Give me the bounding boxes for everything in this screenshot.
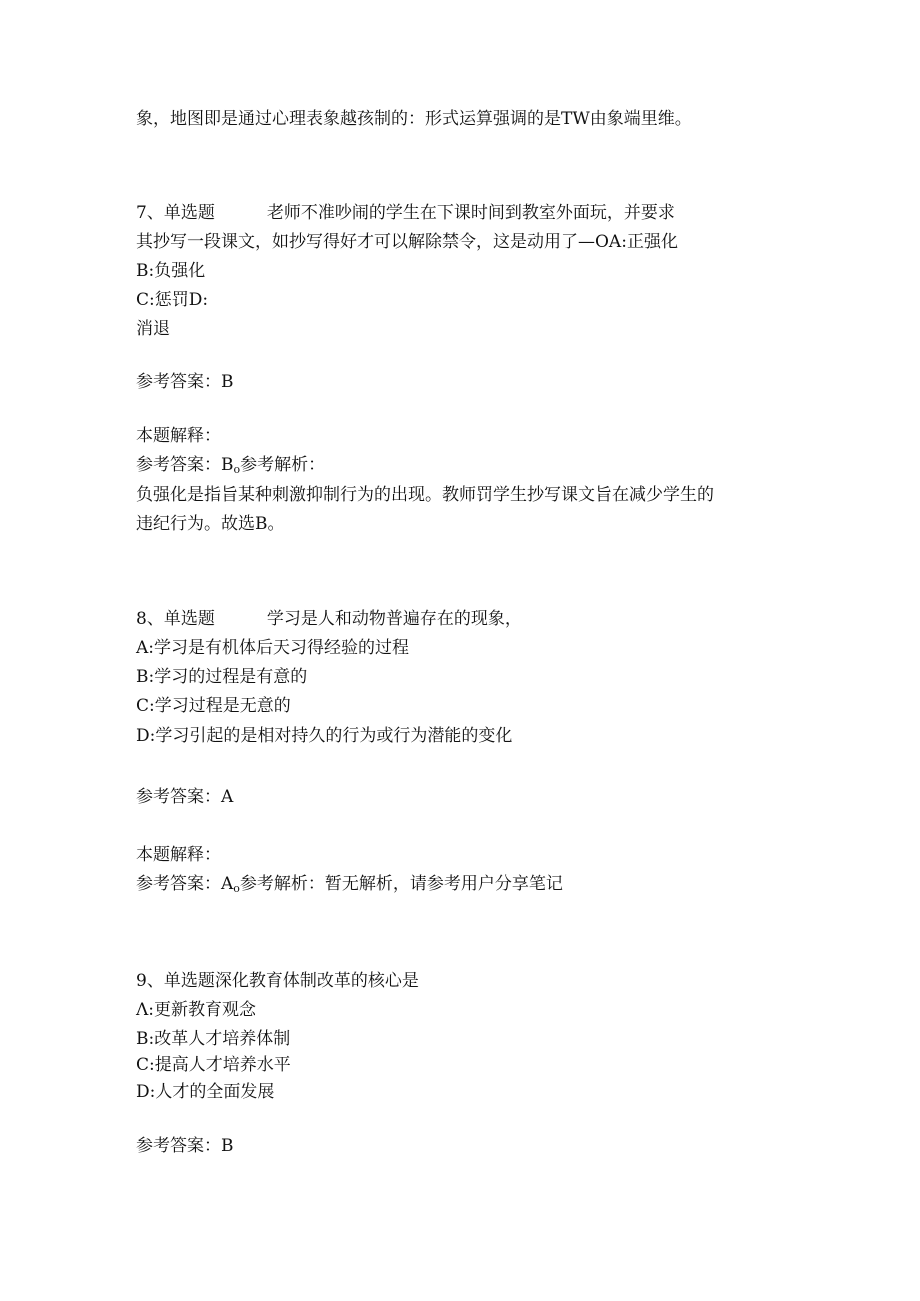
question-7-option-d-text: 消退 bbox=[136, 319, 170, 339]
question-8-option-c: C:学习过程是无意的 bbox=[136, 696, 291, 716]
explain-after: 参考解析： bbox=[240, 455, 326, 475]
explain-prefix: 参考答案： bbox=[136, 455, 221, 475]
answer-value: B bbox=[221, 372, 234, 392]
question-9-option-d: D:人才的全面发展 bbox=[136, 1082, 275, 1102]
question-9-option-b: B:改革人才培养体制 bbox=[136, 1029, 291, 1049]
question-type: 单选题 bbox=[163, 203, 215, 223]
question-stem: 老师不准吵闹的学生在下课时间到教室外面玩，并要求 bbox=[266, 203, 675, 223]
question-8-option-b: B:学习的过程是有意的 bbox=[136, 667, 308, 687]
explain-after: 参考解析：暂无解析，请参考用户分享笔记 bbox=[239, 874, 563, 894]
explain-prefix: 参考答案： bbox=[136, 874, 221, 894]
explain-sub: o bbox=[233, 463, 241, 476]
answer-label: 参考答案： bbox=[136, 1136, 221, 1156]
question-type: 单选题 bbox=[163, 609, 215, 629]
question-8-explain-title: 本题解释： bbox=[136, 845, 221, 865]
question-7-header bbox=[136, 202, 675, 224]
question-number: 9、 bbox=[136, 971, 164, 991]
question-7-explain-line1: 负强化是指旨某种刺激抑制行为的出现。教师罚学生抄写课文旨在减少学生的 bbox=[136, 485, 714, 505]
explain-letter: B bbox=[221, 455, 234, 475]
question-9-header bbox=[136, 970, 419, 992]
question-7-explain-title: 本题解释： bbox=[136, 426, 221, 446]
question-7-stem-line2: 其抄写一段课文，如抄写得好才可以解除禁令，这是动用了—OA:正强化 bbox=[136, 232, 678, 252]
question-9-answer bbox=[136, 1135, 234, 1157]
question-7-explain-answer bbox=[136, 454, 325, 481]
question-8-answer bbox=[136, 786, 233, 808]
question-7-option-b: B:负强化 bbox=[136, 261, 206, 281]
top-text-line: 象，地图即是通过心理表象越孩制的：形式运算强调的是TW由象端里维。 bbox=[136, 109, 692, 129]
question-7-option-cd: C:惩罚D: bbox=[136, 290, 209, 310]
question-9-option-c: C:提高人才培养水平 bbox=[136, 1055, 291, 1075]
question-8-explain-answer bbox=[136, 873, 563, 900]
question-9-option-a: Λ:更新教育观念 bbox=[136, 1000, 257, 1020]
answer-label: 参考答案： bbox=[136, 372, 221, 392]
question-number: 8、 bbox=[136, 609, 164, 629]
answer-value: A bbox=[221, 787, 234, 807]
question-type: 单选题 bbox=[163, 971, 215, 991]
question-stem: 深化教育体制改革的核心是 bbox=[214, 971, 419, 991]
question-7-explain-line2: 违纪行为。故选B。 bbox=[136, 514, 285, 534]
explain-letter: A bbox=[221, 874, 234, 894]
question-7-answer bbox=[136, 371, 234, 393]
explain-sub: o bbox=[233, 882, 240, 895]
answer-value: B bbox=[221, 1136, 234, 1156]
question-8-option-d: D:学习引起的是相对持久的行为或行为潜能的变化 bbox=[136, 726, 513, 746]
question-number: 7、 bbox=[136, 203, 164, 223]
question-8-option-a: A:学习是有机体后天习得经验的过程 bbox=[136, 638, 410, 658]
question-8-header bbox=[136, 608, 522, 630]
question-stem: 学习是人和动物普遍存在的现象， bbox=[266, 609, 522, 629]
answer-label: 参考答案： bbox=[136, 787, 221, 807]
